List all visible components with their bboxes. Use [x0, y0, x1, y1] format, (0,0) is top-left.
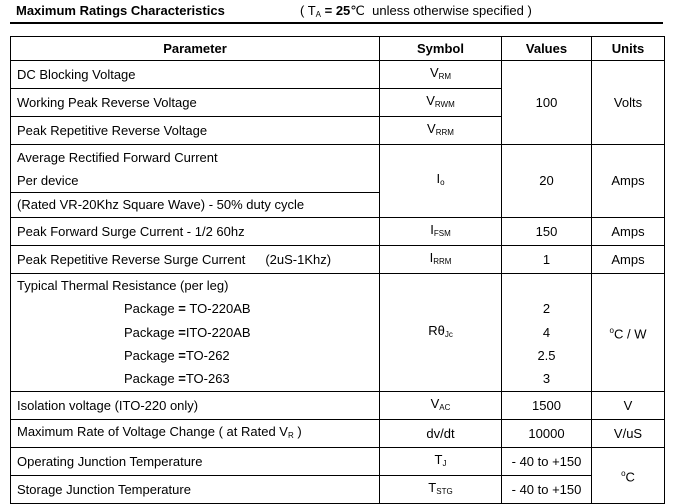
param-cell: Peak Repetitive Reverse Voltage [11, 117, 380, 145]
symbol-cell: $I_{RRM}$ [380, 245, 502, 273]
header-units: Units [592, 37, 665, 61]
section-title: Maximum Ratings Characteristics [16, 3, 225, 18]
table-row [11, 217, 665, 245]
table-row [11, 297, 665, 320]
symbol-cell: $V_{RM}$ [380, 61, 502, 89]
unit-cell: Amps [592, 217, 665, 245]
value-cell [502, 273, 592, 297]
value-cell: 10000 [502, 419, 592, 447]
unit-cell: Amps [592, 245, 665, 273]
table-row [11, 320, 665, 343]
header [16, 2, 532, 20]
symbol-cell: $R\theta_{Jc}$ [380, 273, 502, 391]
value-cell: 20 [502, 145, 592, 217]
param-cell: Working Peak Reverse Voltage [11, 89, 380, 117]
header-values: Values [502, 37, 592, 61]
test-condition: ( $T_A$ = 25℃ unless otherwise specified ) [300, 3, 532, 19]
unit-cell: Volts [592, 61, 665, 145]
param-cell: Operating Junction Temperature [11, 447, 380, 475]
value-cell: - 40 to +150 [502, 447, 592, 475]
symbol-cell: $V_{RWM}$ [380, 89, 502, 117]
value-cell: 150 [502, 217, 592, 245]
header-symbol: Symbol [380, 37, 502, 61]
param-cell: Storage Junction Temperature [11, 475, 380, 503]
ratings-table [10, 36, 665, 504]
table-row [11, 344, 665, 367]
value-cell: 3 [502, 367, 592, 391]
symbol-cell: $I_o$ [380, 145, 502, 217]
unit-cell: $^o$C [592, 447, 665, 503]
value-cell: - 40 to +150 [502, 475, 592, 503]
param-cell: Maximum Rate of Voltage Change ( at Rated $V_R$ ) [11, 419, 380, 447]
table-row [11, 447, 665, 475]
table-row [11, 245, 665, 273]
table-header-row [11, 37, 665, 61]
unit-cell: Amps [592, 145, 665, 217]
value-cell: 2.5 [502, 344, 592, 367]
symbol-cell: $T_J$ [380, 447, 502, 475]
header-divider [10, 22, 663, 24]
header-parameter: Parameter [11, 37, 380, 61]
param-cell: Peak Forward Surge Current - 1/2 60hz [11, 217, 380, 245]
table-row [11, 367, 665, 391]
symbol-cell: dv/dt [380, 419, 502, 447]
symbol-cell: $I_{FSM}$ [380, 217, 502, 245]
package-label: Package =ITO-220AB [11, 320, 380, 343]
value-cell: 2 [502, 297, 592, 320]
table-row [11, 145, 665, 169]
param-cell: Typical Thermal Resistance (per leg) [11, 273, 380, 297]
package-label: Package =TO-262 [11, 344, 380, 367]
symbol-cell: $T_{STG}$ [380, 475, 502, 503]
value-cell: 1500 [502, 391, 592, 419]
symbol-cell: $V_{RRM}$ [380, 117, 502, 145]
param-cell: Average Rectified Forward Current [11, 145, 380, 169]
table-row [11, 419, 665, 447]
table-row [11, 61, 665, 89]
value-cell: 1 [502, 245, 592, 273]
value-cell: 4 [502, 320, 592, 343]
unit-cell: V/uS [592, 419, 665, 447]
value-cell: 100 [502, 61, 592, 145]
table-row [11, 273, 665, 297]
unit-cell: V [592, 391, 665, 419]
package-label: Package =TO-263 [11, 367, 380, 391]
param-cell: DC Blocking Voltage [11, 61, 380, 89]
param-cell: Peak Repetitive Reverse Surge Current (2uS-1Khz) [11, 245, 380, 273]
symbol-cell: $V_{AC}$ [380, 391, 502, 419]
table-row [11, 391, 665, 419]
param-cell: (Rated VR-20Khz Square Wave) - 50% duty cycle [11, 193, 380, 217]
param-cell: Isolation voltage (ITO-220 only) [11, 391, 380, 419]
param-cell: Per device [11, 169, 380, 193]
unit-cell: $^o$C / W [592, 273, 665, 391]
package-label: Package = TO-220AB [11, 297, 380, 320]
table-row [11, 475, 665, 503]
